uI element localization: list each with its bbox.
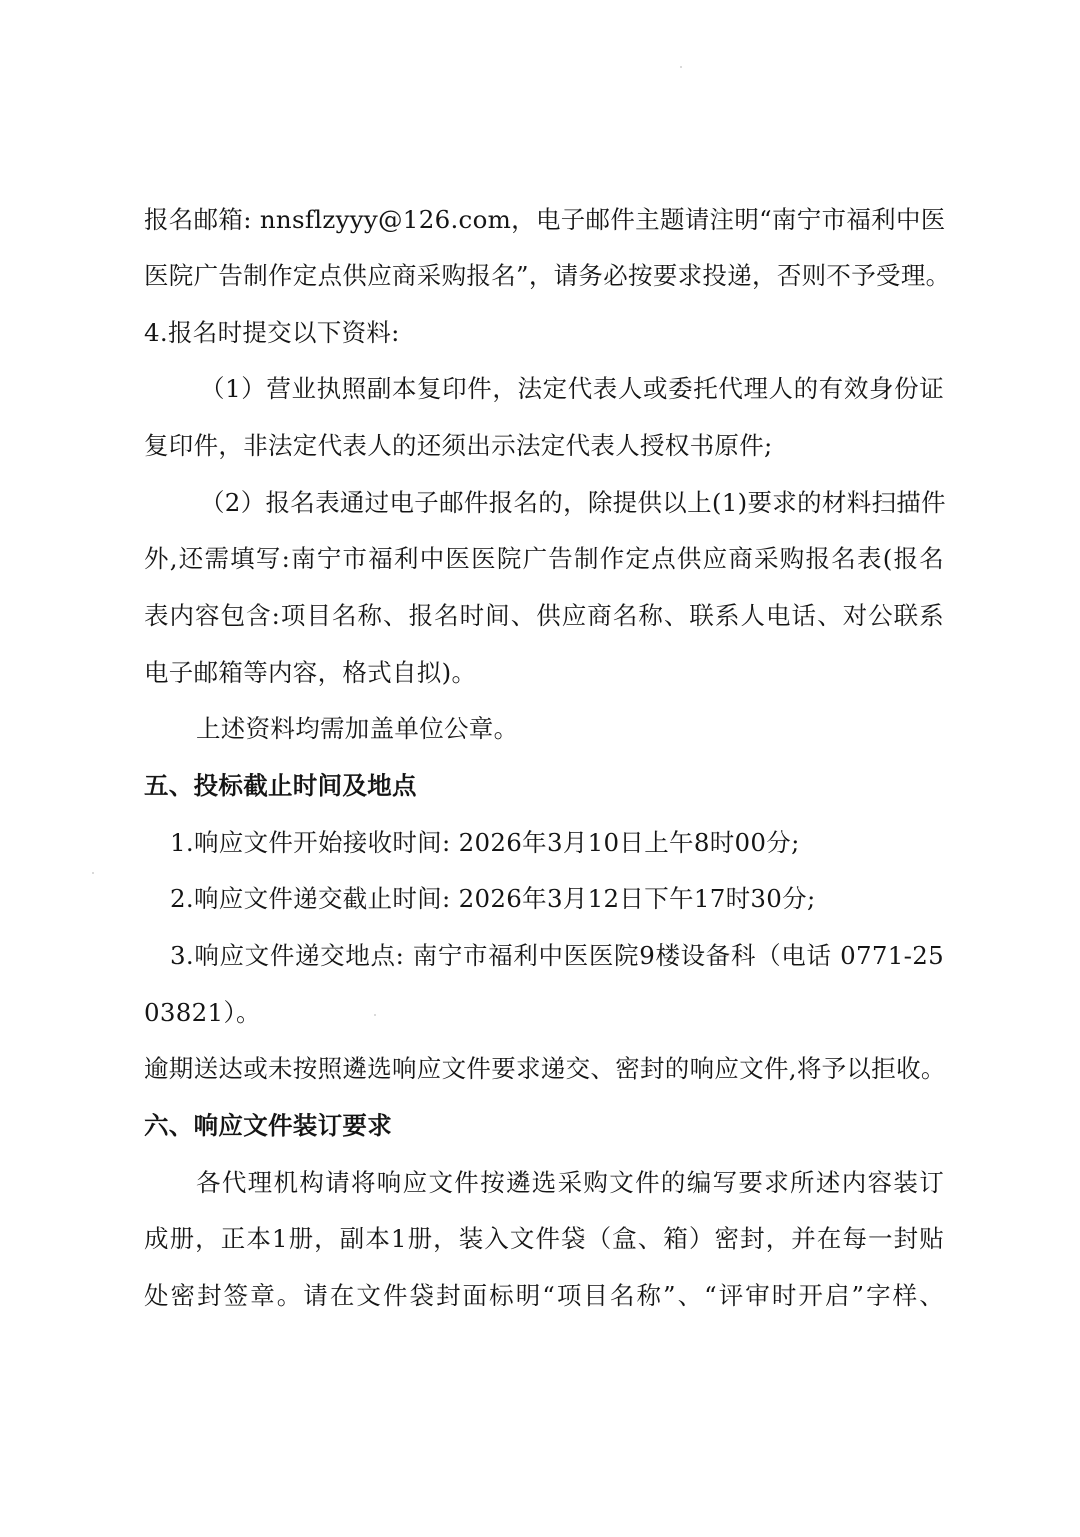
material-2-line-2: 外,还需填写:南宁市福利中医医院广告制作定点供应商采购报名表(报名 bbox=[144, 544, 944, 573]
item-4-heading: 4.报名时提交以下资料: bbox=[144, 318, 400, 347]
material-2-line-4: 电子邮箱等内容，格式自拟)。 bbox=[144, 658, 477, 687]
section-6-heading: 六、响应文件装订要求 bbox=[144, 1111, 392, 1140]
section-5-heading: 五、投标截止时间及地点 bbox=[144, 771, 417, 800]
binding-requirement-line-1: 各代理机构请将响应文件按遴选采购文件的编写要求所述内容装订 bbox=[196, 1168, 944, 1197]
material-2-line-1: （2）报名表通过电子邮件报名的，除提供以上(1)要求的材料扫描件 bbox=[200, 488, 946, 517]
submit-location-line-2: 03821）。 bbox=[144, 998, 261, 1027]
email-subject-line: 医院广告制作定点供应商采购报名”，请务必按要求投递，否则不予受理。 bbox=[144, 261, 951, 290]
material-1-line-2: 复印件，非法定代表人的还须出示法定代表人授权书原件; bbox=[144, 431, 773, 460]
scan-dot bbox=[374, 1014, 376, 1016]
submit-deadline-time: 2.响应文件递交截止时间: 2026年3月12日下午17时30分; bbox=[170, 884, 816, 913]
binding-requirement-line-3: 处密封签章。请在文件袋封面标明“项目名称”、“评审时开启”字样、 bbox=[144, 1281, 944, 1310]
material-1-line-1: （1）营业执照副本复印件，法定代表人或委托代理人的有效身份证 bbox=[200, 374, 944, 403]
registration-email-line: 报名邮箱: nnsflzyyy@126.com，电子邮件主题请注明“南宁市福利中医 bbox=[144, 205, 946, 234]
submit-location-line-1: 3.响应文件递交地点: 南宁市福利中医医院9楼设备科（电话 0771-25 bbox=[170, 941, 944, 970]
scan-dot bbox=[680, 66, 682, 68]
scan-dot bbox=[92, 872, 94, 874]
binding-requirement-line-2: 成册，正本1册，副本1册，装入文件袋（盒、箱）密封，并在每一封贴 bbox=[144, 1224, 944, 1253]
late-submission-notice: 逾期送达或未按照遴选响应文件要求递交、密封的响应文件,将予以拒收。 bbox=[144, 1054, 946, 1083]
official-seal-note: 上述资料均需加盖单位公章。 bbox=[196, 714, 519, 743]
receive-start-time: 1.响应文件开始接收时间: 2026年3月10日上午8时00分; bbox=[170, 828, 800, 857]
material-2-line-3: 表内容包含:项目名称、报名时间、供应商名称、联系人电话、对公联系 bbox=[144, 601, 944, 630]
